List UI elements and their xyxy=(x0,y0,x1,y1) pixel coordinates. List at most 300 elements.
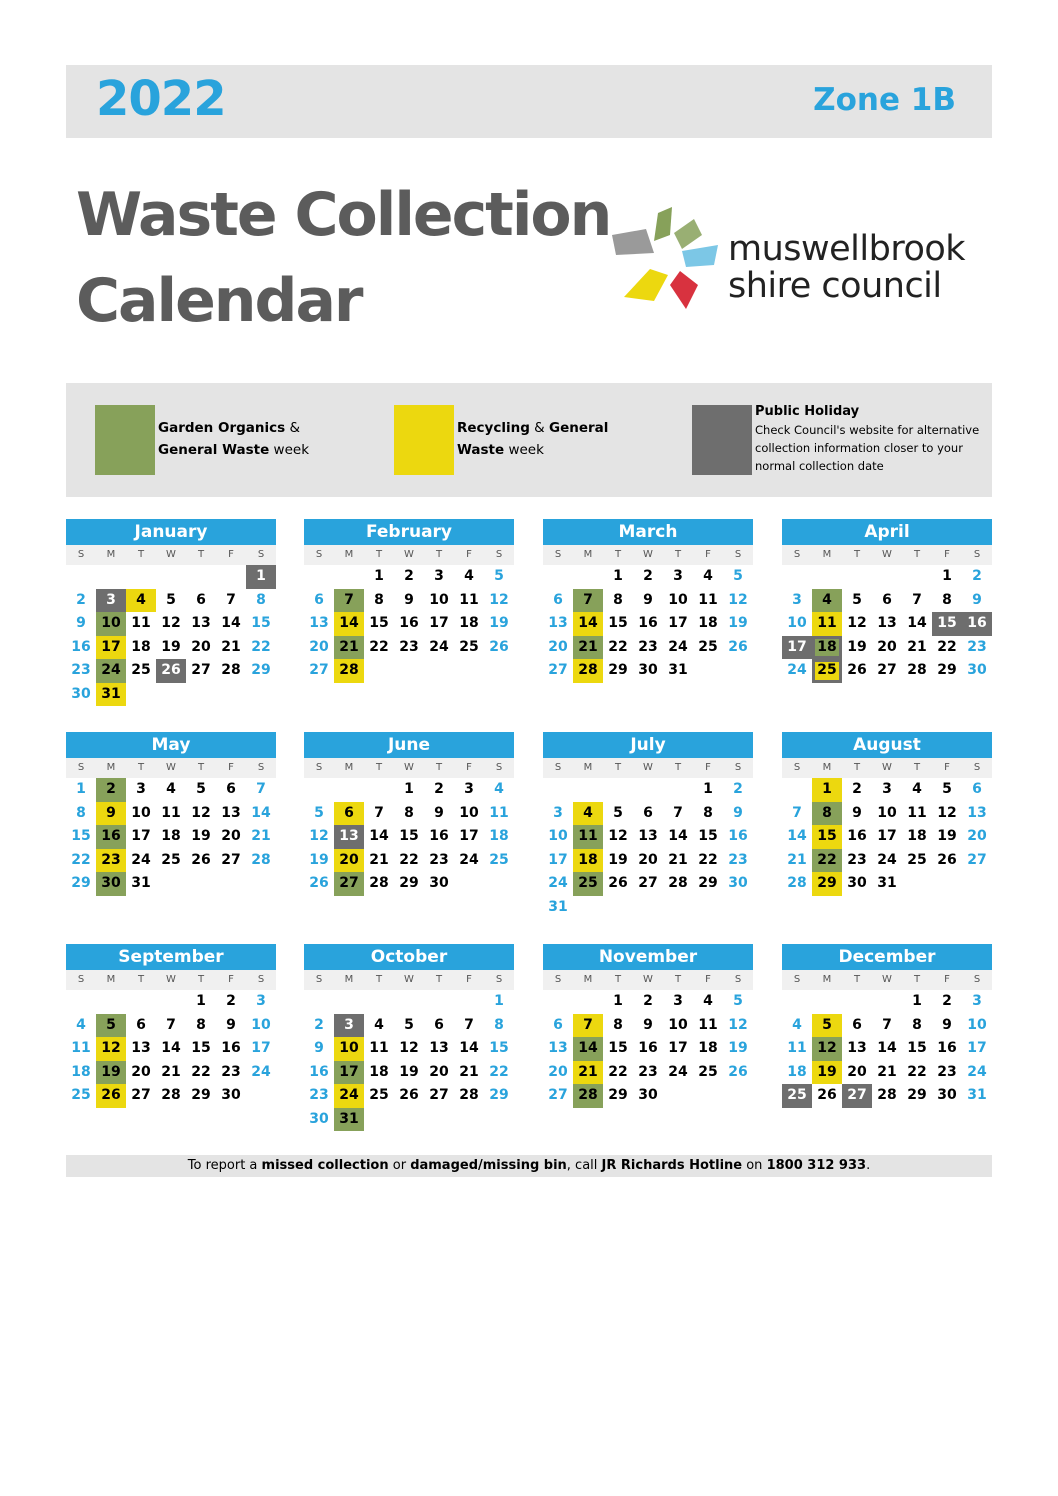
public-holiday-day: 15 xyxy=(932,612,962,636)
day-cell: 22 xyxy=(399,851,419,868)
day-cell: 10 xyxy=(548,828,568,844)
weekday-header: F xyxy=(932,970,962,990)
garden-week-day: 17 xyxy=(334,1061,364,1085)
empty-day-cell xyxy=(66,990,96,1014)
day-cell: 19 xyxy=(608,851,628,868)
day-cell: 5 xyxy=(166,591,176,608)
day-cell: 24 xyxy=(967,1063,987,1080)
day-cell: 15 xyxy=(907,1040,927,1056)
day-cell: 18 xyxy=(71,1063,91,1080)
weekday-header: F xyxy=(693,545,723,565)
month-june xyxy=(304,732,514,896)
weekday-header: F xyxy=(216,758,246,778)
empty-day-cell xyxy=(573,565,603,589)
day-cell: 28 xyxy=(369,875,389,891)
day-cell: 15 xyxy=(489,1040,509,1056)
day-cell: 27 xyxy=(548,662,568,678)
weekday-header: M xyxy=(573,758,603,778)
month-title: June xyxy=(304,732,514,758)
day-cell: 12 xyxy=(399,1040,419,1056)
day-cell: 6 xyxy=(553,591,563,608)
day-cell: 4 xyxy=(464,568,474,584)
empty-day-cell xyxy=(186,565,216,589)
weekday-header: S xyxy=(484,545,514,565)
day-cell: 5 xyxy=(733,993,743,1009)
empty-day-cell xyxy=(603,778,633,802)
day-cell: 7 xyxy=(792,804,802,821)
weekday-header: S xyxy=(543,758,573,778)
weekday-header: W xyxy=(872,545,902,565)
month-grid xyxy=(543,758,753,919)
month-grid xyxy=(304,970,514,1131)
day-cell: 23 xyxy=(638,1063,658,1080)
day-cell: 31 xyxy=(668,662,688,678)
day-cell: 23 xyxy=(937,1063,957,1080)
month-august xyxy=(782,732,992,896)
day-cell: 11 xyxy=(489,804,509,821)
empty-day-cell xyxy=(872,990,902,1014)
month-title: March xyxy=(543,519,753,545)
garden-legend-bold1: Garden Organics xyxy=(158,420,286,436)
empty-day-cell xyxy=(663,778,693,802)
empty-day-cell xyxy=(543,990,573,1014)
day-cell: 11 xyxy=(161,804,181,821)
day-cell: 24 xyxy=(668,1063,688,1080)
zone-label: Zone 1B xyxy=(813,82,956,118)
day-cell: 28 xyxy=(459,1087,479,1103)
empty-day-cell xyxy=(96,565,126,589)
day-cell: 16 xyxy=(71,638,91,655)
garden-week-day: 7 xyxy=(573,589,603,613)
garden-week-day: 12 xyxy=(812,1037,842,1061)
day-cell: 7 xyxy=(374,804,384,821)
month-grid xyxy=(543,970,753,1108)
recycling-week-day: 6 xyxy=(334,802,364,826)
weekday-header: S xyxy=(782,970,812,990)
day-cell: 9 xyxy=(76,615,86,631)
day-cell: 1 xyxy=(404,781,414,797)
day-cell: 26 xyxy=(937,851,957,868)
weekday-header: T xyxy=(663,758,693,778)
month-october xyxy=(304,944,514,1131)
recycling-week-day: 4 xyxy=(573,802,603,826)
day-cell: 5 xyxy=(852,591,862,608)
day-cell: 21 xyxy=(907,638,927,655)
month-september xyxy=(66,944,276,1108)
recycling-week-day-holiday: 25 xyxy=(812,659,842,683)
day-cell: 10 xyxy=(429,591,449,608)
day-cell: 18 xyxy=(698,615,718,631)
recycling-week-day: 31 xyxy=(96,683,126,707)
day-cell: 28 xyxy=(877,1087,897,1103)
recycling-legend-bold2: Waste xyxy=(457,442,505,458)
day-cell: 30 xyxy=(638,1087,658,1103)
day-cell: 2 xyxy=(643,568,653,584)
day-cell: 5 xyxy=(196,781,206,797)
weekday-header: F xyxy=(693,758,723,778)
month-grid xyxy=(66,970,276,1108)
weekday-header: S xyxy=(543,970,573,990)
recycling-week-day: 26 xyxy=(96,1084,126,1108)
empty-day-cell xyxy=(364,778,394,802)
weekday-header: W xyxy=(872,970,902,990)
day-cell: 17 xyxy=(251,1040,271,1056)
garden-week-day: 30 xyxy=(96,872,126,896)
weekday-header: T xyxy=(603,758,633,778)
day-cell: 9 xyxy=(643,1016,653,1033)
footer-text5: . xyxy=(866,1158,871,1173)
holiday-legend-label xyxy=(755,403,985,475)
weekday-header: S xyxy=(962,545,992,565)
day-cell: 7 xyxy=(912,591,922,608)
garden-legend-label xyxy=(158,417,309,461)
weekday-header: T xyxy=(424,545,454,565)
day-cell: 2 xyxy=(434,781,444,797)
empty-day-cell xyxy=(126,565,156,589)
month-november xyxy=(543,944,753,1108)
day-cell: 23 xyxy=(221,1063,241,1080)
month-title: November xyxy=(543,944,753,970)
day-cell: 18 xyxy=(698,1040,718,1056)
garden-week-day: 31 xyxy=(334,1108,364,1132)
day-cell: 9 xyxy=(404,591,414,608)
day-cell: 20 xyxy=(309,638,329,655)
day-cell: 10 xyxy=(459,804,479,821)
day-cell: 25 xyxy=(698,638,718,655)
day-cell: 24 xyxy=(787,662,807,678)
weekday-header: S xyxy=(304,545,334,565)
page-title-line1: Waste Collection xyxy=(76,180,611,250)
day-cell: 30 xyxy=(937,1087,957,1103)
empty-day-cell xyxy=(902,565,932,589)
day-cell: 26 xyxy=(608,875,628,891)
month-title: May xyxy=(66,732,276,758)
day-cell: 13 xyxy=(309,615,329,631)
day-cell: 5 xyxy=(314,804,324,821)
recycling-week-day: 7 xyxy=(573,1014,603,1038)
day-cell: 21 xyxy=(459,1063,479,1080)
public-holiday-day: 27 xyxy=(842,1084,872,1108)
day-cell: 11 xyxy=(369,1040,389,1056)
empty-day-cell xyxy=(334,778,364,802)
weekday-header: W xyxy=(633,970,663,990)
footer-note xyxy=(66,1155,992,1177)
day-cell: 21 xyxy=(877,1063,897,1080)
day-cell: 22 xyxy=(369,638,389,655)
month-grid xyxy=(782,545,992,683)
day-cell: 25 xyxy=(459,638,479,655)
empty-day-cell xyxy=(126,990,156,1014)
day-cell: 25 xyxy=(131,662,151,678)
day-cell: 10 xyxy=(131,804,151,821)
logo-line1: muswellbrook xyxy=(728,229,966,269)
day-cell: 3 xyxy=(434,568,444,584)
day-cell: 2 xyxy=(226,993,236,1009)
empty-day-cell xyxy=(156,565,186,589)
garden-week-day: 14 xyxy=(573,1037,603,1061)
day-cell: 6 xyxy=(852,1016,862,1033)
day-cell: 14 xyxy=(221,615,241,631)
month-title: April xyxy=(782,519,992,545)
month-grid xyxy=(66,758,276,896)
month-title: September xyxy=(66,944,276,970)
day-cell: 23 xyxy=(309,1087,329,1103)
day-cell: 4 xyxy=(703,993,713,1009)
day-cell: 6 xyxy=(643,804,653,821)
day-cell: 23 xyxy=(71,662,91,678)
day-cell: 8 xyxy=(703,804,713,821)
recycling-week-day: 23 xyxy=(96,849,126,873)
recycling-week-day: 29 xyxy=(812,872,842,896)
day-cell: 15 xyxy=(608,615,628,631)
day-cell: 5 xyxy=(494,568,504,584)
day-cell: 20 xyxy=(638,851,658,868)
day-cell: 23 xyxy=(967,638,987,655)
day-cell: 9 xyxy=(226,1016,236,1033)
garden-week-day: 16 xyxy=(96,825,126,849)
day-cell: 27 xyxy=(638,875,658,891)
day-cell: 19 xyxy=(728,615,748,631)
recycling-week-day: 9 xyxy=(96,802,126,826)
public-holiday-day: 3 xyxy=(334,1014,364,1038)
page-title-line2: Calendar xyxy=(76,266,362,336)
day-cell: 6 xyxy=(314,591,324,608)
day-cell: 8 xyxy=(613,591,623,608)
day-cell: 1 xyxy=(494,993,504,1009)
day-cell: 25 xyxy=(489,851,509,868)
day-cell: 23 xyxy=(429,851,449,868)
day-cell: 9 xyxy=(942,1016,952,1033)
day-cell: 1 xyxy=(374,568,384,584)
recycling-legend-label xyxy=(457,417,608,461)
logo-line2: shire council xyxy=(728,266,942,306)
empty-day-cell xyxy=(842,990,872,1014)
garden-week-day-holiday: 18 xyxy=(812,636,842,660)
day-cell: 19 xyxy=(161,638,181,655)
day-cell: 5 xyxy=(404,1016,414,1033)
recycling-week-day: 1 xyxy=(812,778,842,802)
empty-day-cell xyxy=(633,778,663,802)
recycling-legend-rest2: week xyxy=(504,442,544,458)
month-january xyxy=(66,519,276,706)
day-cell: 3 xyxy=(792,591,802,608)
recycling-legend-mid1: & xyxy=(529,420,550,436)
footer-bold3: JR Richards Hotline xyxy=(601,1158,743,1173)
day-cell: 24 xyxy=(668,638,688,655)
day-cell: 16 xyxy=(309,1063,329,1080)
weekday-header: S xyxy=(723,545,753,565)
weekday-header: S xyxy=(543,545,573,565)
day-cell: 15 xyxy=(191,1040,211,1056)
day-cell: 20 xyxy=(847,1063,867,1080)
day-cell: 12 xyxy=(191,804,211,821)
empty-day-cell xyxy=(334,565,364,589)
empty-day-cell xyxy=(394,990,424,1014)
empty-day-cell xyxy=(543,565,573,589)
empty-day-cell xyxy=(364,990,394,1014)
weekday-header: T xyxy=(186,758,216,778)
day-cell: 1 xyxy=(76,781,86,797)
weekday-header: F xyxy=(932,758,962,778)
day-cell: 29 xyxy=(937,662,957,678)
month-title: February xyxy=(304,519,514,545)
day-cell: 22 xyxy=(251,638,271,655)
weekday-header: S xyxy=(723,970,753,990)
weekday-header: F xyxy=(454,545,484,565)
day-cell: 29 xyxy=(191,1087,211,1103)
day-cell: 27 xyxy=(429,1087,449,1103)
weekday-header: M xyxy=(96,758,126,778)
day-cell: 9 xyxy=(434,804,444,821)
day-cell: 25 xyxy=(71,1087,91,1103)
day-cell: 7 xyxy=(256,781,266,797)
holiday-legend-text: Check Council's website for alternative collection information closer to your normal collection date xyxy=(755,423,980,473)
garden-week-day: 28 xyxy=(573,1084,603,1108)
month-grid xyxy=(304,758,514,896)
day-cell: 2 xyxy=(643,993,653,1009)
day-cell: 30 xyxy=(71,685,91,702)
day-cell: 26 xyxy=(728,1063,748,1080)
day-cell: 18 xyxy=(369,1063,389,1080)
day-cell: 29 xyxy=(608,662,628,678)
weekday-header: W xyxy=(394,970,424,990)
day-cell: 17 xyxy=(668,1040,688,1056)
weekday-header: S xyxy=(782,545,812,565)
empty-day-cell xyxy=(304,778,334,802)
month-title: December xyxy=(782,944,992,970)
recycling-week-day: 28 xyxy=(573,659,603,683)
recycling-week-day: 20 xyxy=(334,849,364,873)
empty-day-cell xyxy=(543,778,573,802)
day-cell: 8 xyxy=(76,804,86,821)
day-cell: 20 xyxy=(877,638,897,655)
day-cell: 20 xyxy=(548,638,568,655)
day-cell: 12 xyxy=(728,1016,748,1033)
day-cell: 30 xyxy=(847,875,867,891)
weekday-header: S xyxy=(246,970,276,990)
day-cell: 1 xyxy=(196,993,206,1009)
day-cell: 30 xyxy=(728,875,748,891)
day-cell: 22 xyxy=(71,851,91,868)
day-cell: 15 xyxy=(698,828,718,844)
day-cell: 16 xyxy=(728,828,748,844)
day-cell: 17 xyxy=(459,828,479,844)
day-cell: 14 xyxy=(907,615,927,631)
day-cell: 11 xyxy=(698,1016,718,1033)
weekday-header: M xyxy=(812,970,842,990)
garden-week-day: 4 xyxy=(812,589,842,613)
day-cell: 20 xyxy=(221,828,241,844)
day-cell: 11 xyxy=(459,591,479,608)
day-cell: 26 xyxy=(728,638,748,655)
day-cell: 28 xyxy=(161,1087,181,1103)
weekday-header: S xyxy=(246,758,276,778)
weekday-header: F xyxy=(216,545,246,565)
garden-week-day: 27 xyxy=(334,872,364,896)
weekday-header: M xyxy=(812,545,842,565)
month-march xyxy=(543,519,753,683)
empty-day-cell xyxy=(782,778,812,802)
day-cell: 7 xyxy=(882,1016,892,1033)
day-cell: 19 xyxy=(847,638,867,655)
day-cell: 7 xyxy=(166,1016,176,1033)
month-title: October xyxy=(304,944,514,970)
day-cell: 30 xyxy=(429,875,449,891)
day-cell: 8 xyxy=(613,1016,623,1033)
footer-bold4: 1800 312 933 xyxy=(766,1158,867,1173)
day-cell: 15 xyxy=(71,828,91,844)
garden-week-day: 21 xyxy=(573,636,603,660)
day-cell: 18 xyxy=(489,828,509,844)
day-cell: 12 xyxy=(937,804,957,821)
recycling-week-day: 21 xyxy=(573,1061,603,1085)
day-cell: 18 xyxy=(787,1063,807,1080)
day-cell: 13 xyxy=(967,804,987,821)
day-cell: 16 xyxy=(429,828,449,844)
day-cell: 2 xyxy=(733,781,743,797)
day-cell: 18 xyxy=(161,828,181,844)
day-cell: 14 xyxy=(668,828,688,844)
day-cell: 16 xyxy=(638,615,658,631)
day-cell: 20 xyxy=(429,1063,449,1080)
month-april xyxy=(782,519,992,683)
garden-week-day: 10 xyxy=(96,612,126,636)
day-cell: 16 xyxy=(221,1040,241,1056)
public-holiday-day: 16 xyxy=(962,612,992,636)
day-cell: 21 xyxy=(221,638,241,655)
day-cell: 6 xyxy=(553,1016,563,1033)
weekday-header: W xyxy=(633,758,663,778)
day-cell: 9 xyxy=(733,804,743,821)
day-cell: 15 xyxy=(251,615,271,631)
weekday-header: T xyxy=(902,545,932,565)
day-cell: 17 xyxy=(668,615,688,631)
recycling-week-day: 19 xyxy=(812,1061,842,1085)
day-cell: 26 xyxy=(191,851,211,868)
garden-week-day: 22 xyxy=(812,849,842,873)
day-cell: 20 xyxy=(967,828,987,844)
day-cell: 20 xyxy=(191,638,211,655)
day-cell: 22 xyxy=(698,851,718,868)
weekday-header: T xyxy=(424,970,454,990)
weekday-header: S xyxy=(484,758,514,778)
recycling-week-day: 15 xyxy=(812,825,842,849)
day-cell: 27 xyxy=(309,662,329,678)
day-cell: 2 xyxy=(404,568,414,584)
day-cell: 19 xyxy=(937,828,957,844)
garden-week-day: 8 xyxy=(812,802,842,826)
day-cell: 17 xyxy=(548,851,568,868)
recycling-week-day: 14 xyxy=(573,612,603,636)
day-cell: 12 xyxy=(728,591,748,608)
weekday-header: F xyxy=(932,545,962,565)
day-cell: 22 xyxy=(907,1063,927,1080)
day-cell: 3 xyxy=(553,804,563,821)
year-title: 2022 xyxy=(96,71,226,127)
day-cell: 6 xyxy=(434,1016,444,1033)
day-cell: 29 xyxy=(907,1087,927,1103)
garden-swatch xyxy=(95,405,155,475)
day-cell: 16 xyxy=(638,1040,658,1056)
day-cell: 7 xyxy=(673,804,683,821)
day-cell: 27 xyxy=(221,851,241,868)
day-cell: 1 xyxy=(703,781,713,797)
day-cell: 15 xyxy=(608,1040,628,1056)
weekday-header: T xyxy=(902,970,932,990)
day-cell: 25 xyxy=(369,1087,389,1103)
day-cell: 2 xyxy=(852,781,862,797)
month-title: July xyxy=(543,732,753,758)
